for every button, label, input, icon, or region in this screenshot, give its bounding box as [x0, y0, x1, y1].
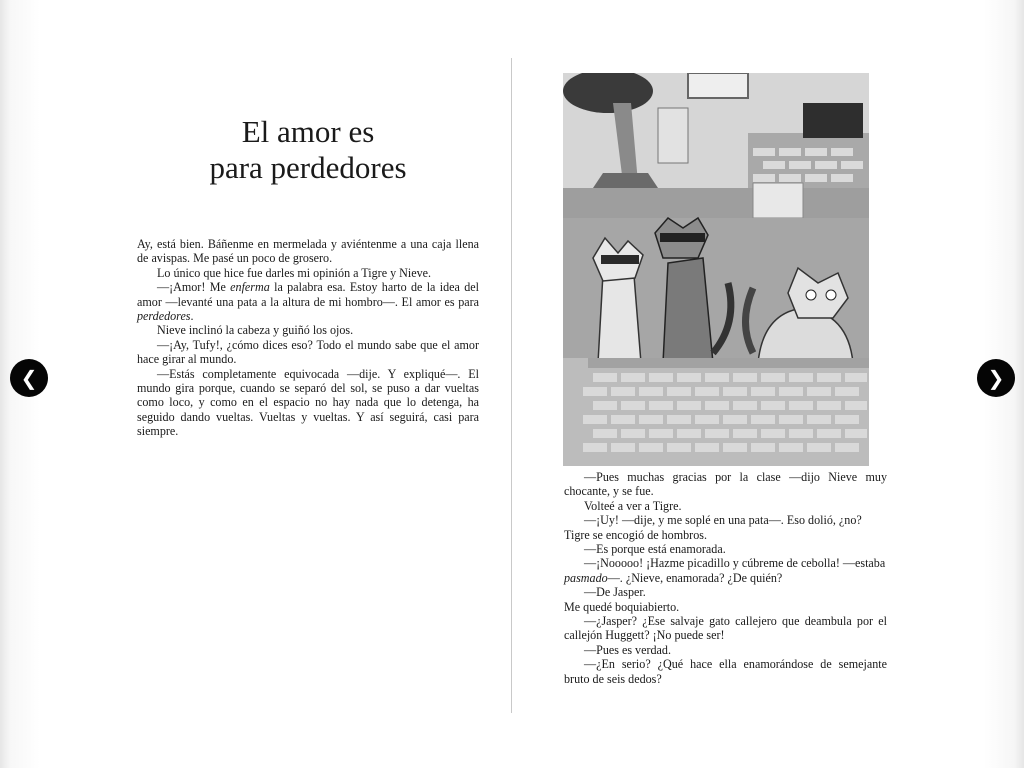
paragraph: pasmado—. ¿Nieve, enamorada? ¿De quién?: [564, 570, 783, 585]
left-page-text: [137, 237, 479, 439]
paragraph: —¡Ay, Tufy!, ¿cómo dices eso? Todo el mundo sabe que el amor hace girar al mundo.: [137, 337, 479, 367]
paragraph: Tigre se encogió de hombros.: [564, 527, 707, 542]
paragraph: —Pues muchas gracias por la clase —dijo Nieve muy chocante, y se fue.: [564, 470, 887, 499]
paragraph: Ay, está bien. Báñenme en mermelada y aviéntenme a una caja llena de avispas. Me pasé un poco de grosero.: [137, 237, 479, 266]
paragraph: —¡Nooooo! ¡Hazme picadillo y cúbreme de cebolla! —estaba: [584, 556, 886, 571]
paragraph: —De Jasper.: [584, 585, 646, 600]
paragraph: —¡Uy! —dije, y me soplé en una pata—. Eso dolió, ¿no?: [584, 513, 862, 528]
paragraph: Nieve inclinó la cabeza y guiñó los ojos.: [157, 323, 354, 338]
cats-illustration: [563, 73, 869, 466]
paragraph: —¡Amor! Me enferma la palabra esa. Estoy harto de la idea del amor —levanté una pata a la altura de mi hombro—. El amor es para perdedores.: [137, 280, 480, 324]
paragraph: —¿En serio? ¿Qué hace ella enamorándose de semejante bruto de seis dedos?: [564, 657, 887, 686]
paragraph: Volteé a ver a Tigre.: [584, 498, 682, 513]
arrow-right-icon: ❯: [987, 366, 1005, 390]
chapter-title: [150, 114, 466, 186]
previous-page-button[interactable]: [10, 359, 48, 397]
page-gutter: [511, 58, 512, 713]
arrow-left-icon: ❮: [20, 366, 38, 390]
next-page-button[interactable]: [977, 359, 1015, 397]
right-page-text: [564, 470, 887, 686]
chapter-title-line-1: El amor es: [241, 114, 375, 149]
paragraph: Lo único que hice fue darles mi opinión a Tigre y Nieve.: [157, 265, 432, 280]
chapter-title-line-2: para perdedores: [209, 150, 407, 185]
paragraph: —Es porque está enamorada.: [584, 542, 726, 557]
paragraph: Me quedé boquiabierto.: [564, 599, 680, 614]
paragraph: —¿Jasper? ¿Ese salvaje gato callejero que deambula por el callejón Huggett? ¡No puede ser!: [564, 614, 887, 643]
paragraph: —Pues es verdad.: [584, 642, 671, 657]
paragraph: —Estás completamente equivocada —dije. Y expliqué—. El mundo gira porque, cuando se separó del sol, se puso a dar vueltas como loco, y como en el espacio no hay nada que lo detenga, ha seguido dando vueltas. Vueltas y vueltas. Y así seguirá, casi para siempre.: [137, 366, 479, 439]
